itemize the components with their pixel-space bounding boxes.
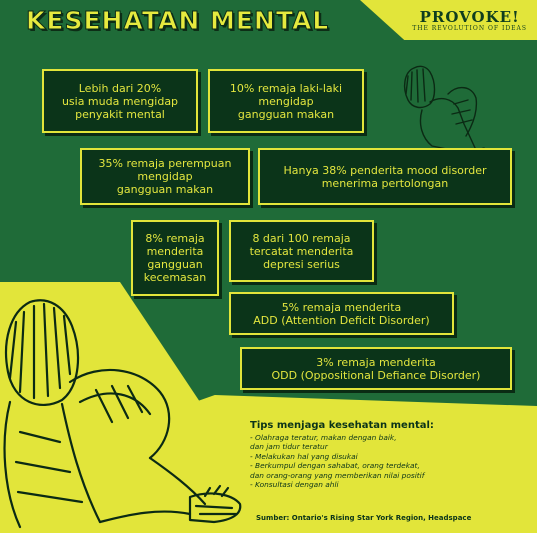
list-item: - Olahraga teratur, makan dengan baik, dan jam tidur teratur: [250, 433, 397, 452]
list-item: - Melakukan hal yang disukai: [250, 451, 358, 461]
stat-card-depression: 8 dari 100 remaja tercatat menderita depresi serius: [229, 220, 374, 282]
stat-card-youth-mental-illness: Lebih dari 20% usia muda mengidap penyakit mental: [42, 69, 198, 133]
tips-title: Tips menjaga kesehatan mental:: [250, 420, 434, 431]
sitting-girl-large-illustration: [0, 282, 250, 533]
brand-logo: [412, 8, 527, 32]
stat-card-anxiety: 8% remaja menderita gangguan kecemasan: [131, 220, 219, 296]
stat-card-mood-disorder-help: Hanya 38% penderita mood disorder menerima pertolongan: [258, 148, 512, 205]
sitting-girl-small-illustration: [392, 54, 492, 158]
brand-tagline: THE REVOLUTION OF IDEAS: [412, 25, 527, 32]
stat-card-add: 5% remaja menderita ADD (Attention Deficit Disorder): [229, 292, 454, 335]
list-item: - Konsultasi dengan ahli: [250, 480, 339, 490]
stat-card-female-eating-disorder: 35% remaja perempuan mengidap gangguan makan: [80, 148, 250, 205]
list-item: - Berkumpul dengan sahabat, orang terdekat, dan orang-orang yang memberikan nilai positif: [250, 461, 425, 480]
source-credit: Sumber: Ontario's Rising Star York Region, Headspace: [256, 514, 472, 522]
stat-card-male-eating-disorder: 10% remaja laki-laki mengidap gangguan makan: [208, 69, 364, 133]
tips-list: [250, 433, 530, 489]
brand-name: PROVOKE!: [419, 8, 520, 26]
stat-card-odd: 3% remaja menderita ODD (Oppositional Defiance Disorder): [240, 347, 512, 390]
page-title: KESEHATAN MENTAL: [26, 6, 330, 35]
tips-section: [250, 420, 530, 489]
